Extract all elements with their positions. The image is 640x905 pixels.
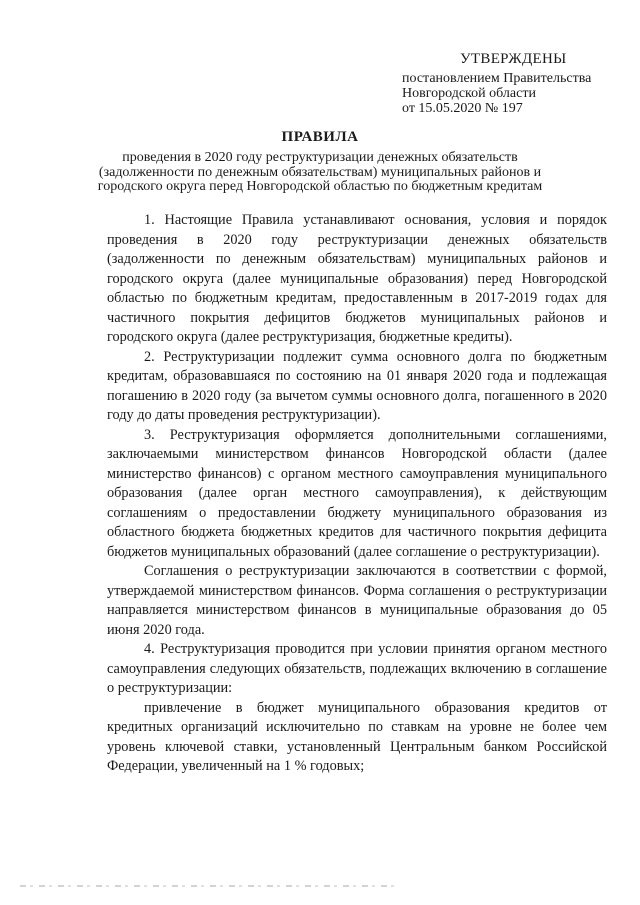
subtitle-line: городского округа перед Новгородской областью по бюджетным кредитам	[97, 179, 543, 194]
approval-line: постановлением Правительства	[402, 71, 592, 86]
document-body	[107, 211, 607, 777]
paragraph-3-continued: Соглашения о реструктуризации заключаются в соответствии с формой, утверждаемой министерством финансов. Форма соглашения о реструктуризации направляется министерством финансов в муниципальные образования до 05 июня 2020 года.	[107, 563, 607, 638]
approval-heading: УТВЕРЖДЕНЫ	[460, 51, 567, 67]
subtitle-line: проведения в 2020 году реструктуризации денежных обязательств	[122, 150, 518, 165]
paragraph-2: 2. Реструктуризации подлежит сумма основного долга по бюджетным кредитам, образовавшаяся по состоянию на 01 января 2020 года и подлежащая погашению в 2020 году (за вычетом суммы основного долга, погашенного в 2020 году до даты проведения реструктуризации).	[107, 348, 607, 423]
subtitle-line: (задолженности по денежным обязательствам) муниципальных районов и	[98, 164, 542, 180]
document-subtitle	[60, 151, 580, 195]
scan-artifact-line	[20, 885, 400, 887]
paragraph-4-item: привлечение в бюджет муниципального образования кредитов от кредитных организаций исключительно по ставкам на уровне не более чем уровень ключевой ставки, установленный Центральным банком Российской Федерации, увеличенный на 1 % годовых;	[107, 699, 607, 774]
document-title: ПРАВИЛА	[281, 129, 359, 145]
paragraph-1: 1. Настоящие Правила устанавливают основания, условия и порядок проведения в 2020 году реструктуризации денежных обязательств (задолженности по денежным обязательствам) муниципальных районов и городского округа (далее муниципальные образования) перед Новгородской областью по бюджетным кредитам, предоставленным в 2017-2019 годах для частичного покрытия дефицитов бюджетов муниципальных районов и городского округа (далее реструктуризация, бюджетные кредиты).	[107, 212, 607, 345]
approval-line: от 15.05.2020 № 197	[402, 101, 523, 116]
paragraph-3: 3. Реструктуризация оформляется дополнительными соглашениями, заключаемыми министерством финансов Новгородской области (далее министерство финансов) с органом местного самоуправления муниципального образования (далее орган местного самоуправления), к действующим соглашениям о предоставлении бюджету муниципального образования из областного бюджета бюджетных кредитов для частичного покрытия дефицита бюджетов муниципальных образований (далее соглашение о реструктуризации).	[107, 426, 607, 560]
approval-stamp	[402, 52, 634, 116]
approval-line: Новгородской области	[402, 86, 536, 101]
paragraph-4: 4. Реструктуризация проводится при условии принятия органом местного самоуправления следующих обязательств, подлежащих включению в соглашение о реструктуризации:	[107, 641, 607, 696]
